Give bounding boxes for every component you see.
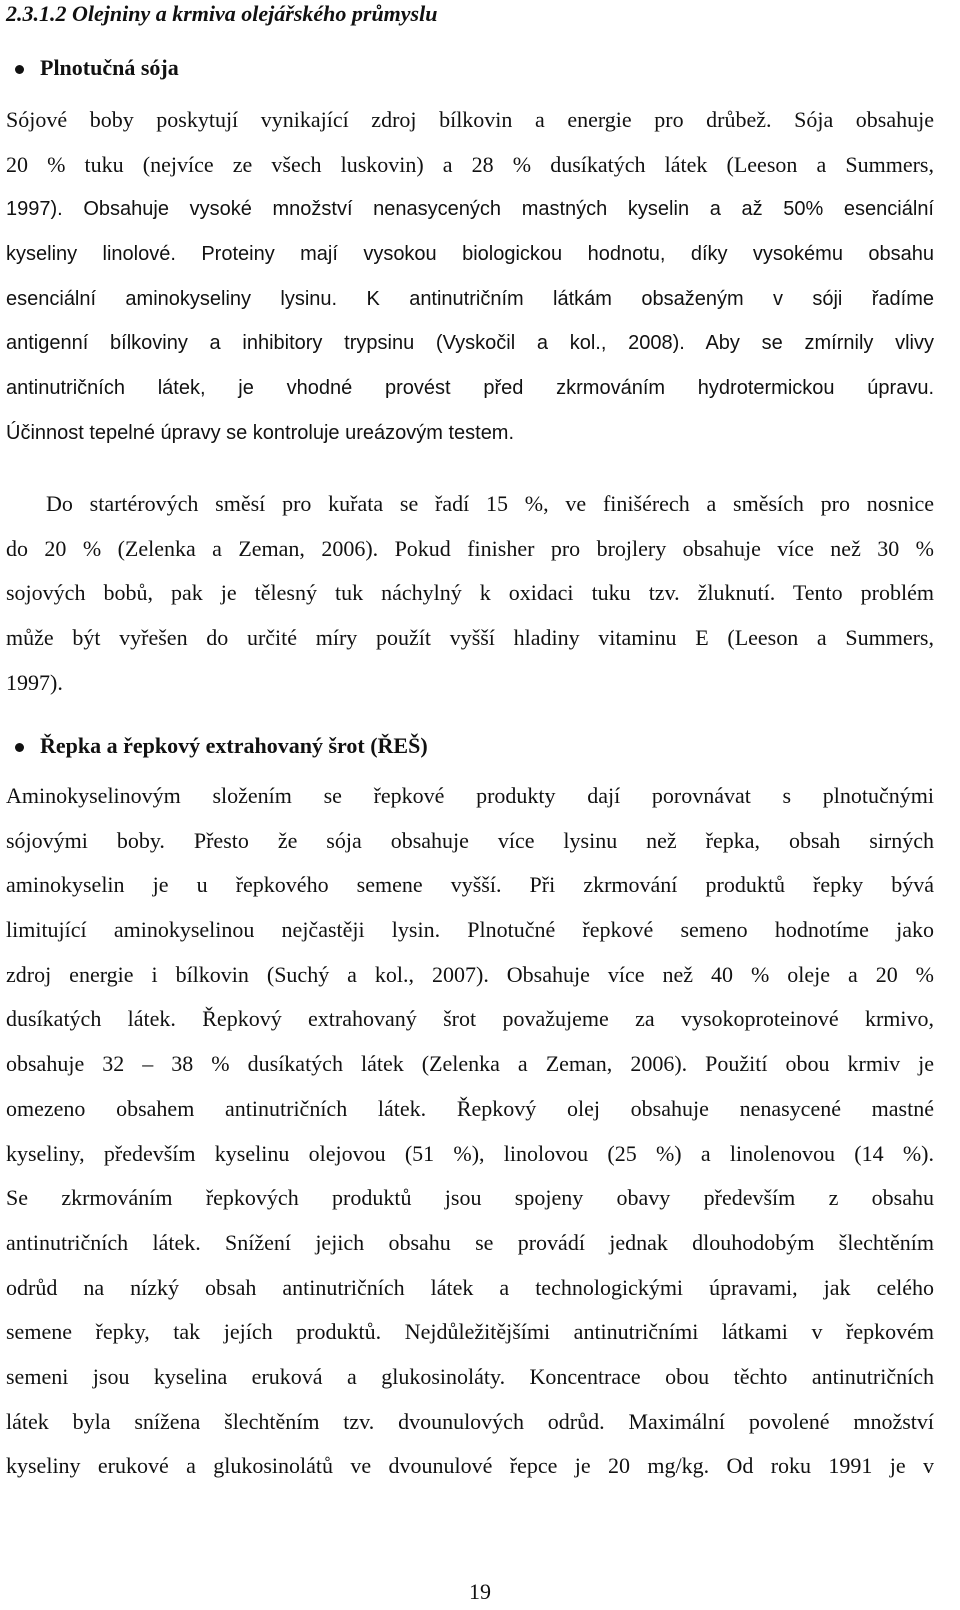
text-line: sójovými boby. Přesto že sója obsahuje více lysinu než řepka, obsah sirných (6, 827, 934, 853)
text-line: Se zkrmováním řepkových produktů jsou spojeny obavy především z obsahu (6, 1185, 934, 1211)
text-line: kyseliny, především kyselinu olejovou (51 %), linolovou (25 %) a linolenovou (14 %). (6, 1140, 934, 1166)
text-line: do 20 % (Zelenka a Zeman, 2006). Pokud finisher pro brojlery obsahuje více než 30 % (6, 535, 934, 561)
soy-paragraph-2 (6, 482, 934, 705)
soy-heading (40, 54, 179, 82)
text-line: Do startérových směsí pro kuřata se řadí 15 %, ve finišérech a směsích pro nosnice (46, 491, 934, 516)
section-heading: 2.3.1.2 Olejniny a krmiva olejářského průmyslu (6, 1, 438, 26)
text-line: 1997). (6, 669, 63, 695)
bullet-icon (15, 65, 24, 74)
text-line: kyseliny linolové. Proteiny mají vysokou biologickou hodnotu, díky vysokému obsahu (6, 243, 934, 266)
text-line: semene řepky, tak jejích produktů. Nejdůležitějšími antinutričními látkami v řepkovém (6, 1319, 934, 1345)
soy-paragraph-1 (6, 98, 934, 456)
text-line: obsahuje 32 – 38 % dusíkatých látek (Zelenka a Zeman, 2006). Použití obou krmiv je (6, 1051, 934, 1077)
text-line: sojových bobů, pak je tělesný tuk náchylný k oxidaci tuku tzv. žluknutí. Tento problém (6, 580, 934, 606)
text-line: antinutričních látek, je vhodné provést před zkrmováním hydrotermickou úpravu. (6, 377, 934, 400)
text-line: zdroj energie i bílkovin (Suchý a kol., 2007). Obsahuje více než 40 % oleje a 20 % (6, 961, 934, 987)
text-line: 1997). Obsahuje vysoké množství nenasycených mastných kyselin a až 50% esenciální (6, 198, 934, 221)
text-line: antinutričních látek. Snížení jejich obsahu se provádí jednak dlouhodobým šlechtěním (6, 1229, 934, 1255)
text-line: esenciální aminokyseliny lysinu. K antinutričním látkám obsaženým v sóji řadíme (6, 287, 934, 310)
text-line: dusíkatých látek. Řepkový extrahovaný šrot považujeme za vysokoproteinové krmivo, (6, 1006, 934, 1032)
text-line: látek byla snížena šlechtěním tzv. dvounulových odrůd. Maximální povolené množství (6, 1408, 934, 1434)
text-line: kyseliny erukové a glukosinolátů ve dvounulové řepce je 20 mg/kg. Od roku 1991 je v (6, 1453, 934, 1479)
rapeseed-heading (40, 732, 428, 760)
text-line: aminokyselin je u řepkového semene vyšší. Při zkrmování produktů řepky bývá (6, 872, 934, 898)
text-line: může být vyřešen do určité míry použít vyšší hladiny vitaminu E (Leeson a Summers, (6, 625, 934, 651)
text-line: semeni jsou kyselina eruková a glukosinoláty. Koncentrace obou těchto antinutričních (6, 1363, 934, 1389)
bullet-icon (15, 743, 24, 752)
text-line: Sójové boby poskytují vynikající zdroj bílkovin a energie pro drůbež. Sója obsahuje (6, 107, 934, 132)
rapeseed-heading-text: Řepka a řepkový extrahovaný šrot (ŘEŠ) (40, 733, 428, 758)
text-line: Aminokyselinovým složením se řepkové produkty dají porovnávat s plnotučnými (6, 783, 934, 808)
soy-heading-text: Plnotučná sója (40, 55, 179, 80)
text-line: Účinnost tepelné úpravy se kontroluje ureázovým testem. (6, 421, 515, 444)
text-line: limitující aminokyselinou nejčastěji lysin. Plnotučné řepkové semeno hodnotíme jako (6, 917, 934, 943)
text-line: omezeno obsahem antinutričních látek. Řepkový olej obsahuje nenasycené mastné (6, 1095, 934, 1121)
rapeseed-paragraph (6, 774, 934, 1489)
text-line: odrůd na nízký obsah antinutričních látek a technologickými úpravami, jak celého (6, 1274, 934, 1300)
text-line: antigenní bílkoviny a inhibitory trypsinu (Vyskočil a kol., 2008). Aby se zmírnily vlivy (6, 332, 934, 355)
page-number: 19 (469, 1579, 491, 1604)
text-line: 20 % tuku (nejvíce ze všech luskovin) a 28 % dusíkatých látek (Leeson a Summers, (6, 151, 934, 177)
